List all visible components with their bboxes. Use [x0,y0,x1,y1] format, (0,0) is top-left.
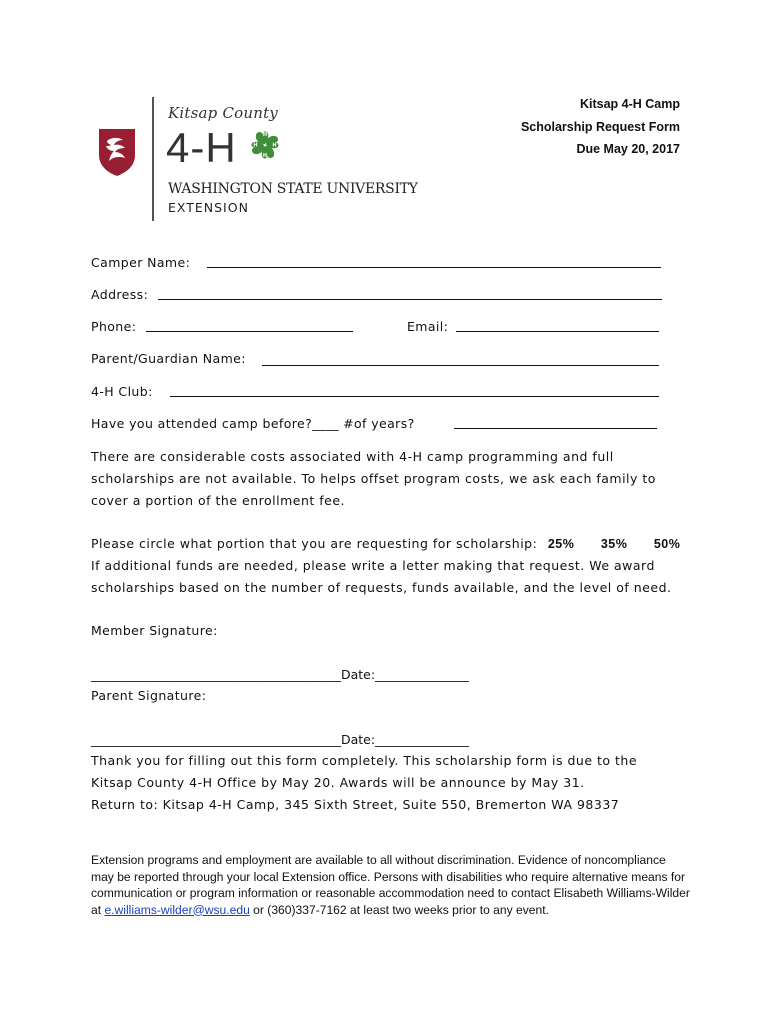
costs-line-3: cover a portion of the enrollment fee. [91,493,345,508]
header-subtitle: Scholarship Request Form [520,120,680,134]
parent-signature-line[interactable]: ________________________________________Date:_______________ [91,732,469,747]
portion-paragraph [91,533,680,599]
years-line[interactable] [454,428,657,429]
member-signature-label: Member Signature: [91,623,218,638]
portion-line-2: If additional funds are needed, please write a letter making that request. We award [91,558,655,573]
club-label: 4-H Club: [91,384,153,399]
svg-text:H: H [262,132,268,138]
parent-name-label: Parent/Guardian Name: [91,351,246,366]
address-line[interactable] [158,299,662,300]
attended-label: Have you attended camp before?____ #of years? [91,416,415,431]
header-title: Kitsap 4-H Camp [579,97,680,111]
portion-line-3: scholarships based on the number of requests, funds available, and the level of need. [91,580,672,595]
closing-line-3: Return to: Kitsap 4-H Camp, 345 Sixth Street, Suite 550, Bremerton WA 98337 [91,797,620,812]
svg-text:H: H [262,153,268,159]
logo-divider [152,97,154,221]
logo-4h: 4-H [166,124,237,171]
nondiscrimination-footer [91,852,691,918]
contact-email-link[interactable]: e.williams-wilder@wsu.edu [104,902,250,917]
costs-line-2: scholarships are not available. To helps offset program costs, we ask each family to [91,471,656,486]
member-signature-line[interactable]: ________________________________________Date:_______________ [91,667,469,682]
parent-signature-label: Parent Signature: [91,688,207,703]
footer-text-end: or (360)337-7162 at least two weeks prior to any event. [249,902,549,917]
wsu-cougar-shield-icon [97,127,137,177]
option-25[interactable]: 25% [547,537,575,551]
club-line[interactable] [170,396,659,397]
svg-text:H: H [253,142,258,149]
closing-line-2: Kitsap County 4-H Office by May 20. Awards will be announce by May 31. [91,775,585,790]
svg-text:H: H [272,142,277,149]
phone-label: Phone: [91,319,137,334]
camper-name-label: Camper Name: [91,255,191,270]
camper-name-line[interactable] [207,267,661,268]
option-50[interactable]: 50% [653,537,681,551]
address-label: Address: [91,287,149,302]
portion-line-1 [91,533,680,555]
portion-question: Please circle what portion that you are requesting for scholarship: [91,536,538,551]
closing-line-1: Thank you for filling out this form completely. This scholarship form is due to the [91,753,638,768]
logo-university: WASHINGTON STATE UNIVERSITY [168,181,418,197]
costs-paragraph [91,446,656,512]
header-due-date: Due May 20, 2017 [576,142,680,156]
email-label: Email: [407,319,449,334]
logo-county: Kitsap County [168,104,278,122]
email-line[interactable] [456,331,659,332]
closing-paragraph [91,750,637,816]
logo-extension: EXTENSION [168,200,249,215]
option-35[interactable]: 35% [600,537,628,551]
parent-name-line[interactable] [262,365,659,366]
four-leaf-clover-icon [247,127,283,163]
phone-line[interactable] [146,331,353,332]
costs-line-1: There are considerable costs associated with 4-H camp programming and full [91,449,614,464]
footer-text: Extension programs and employment are available to all without discrimination. Evidence of noncompliance may be reported through your local Extension office. Persons with disabilities who require alternative means for communication or program information or reasonable accommodation need to contact Elisabeth Williams-Wilder at [91,853,690,917]
